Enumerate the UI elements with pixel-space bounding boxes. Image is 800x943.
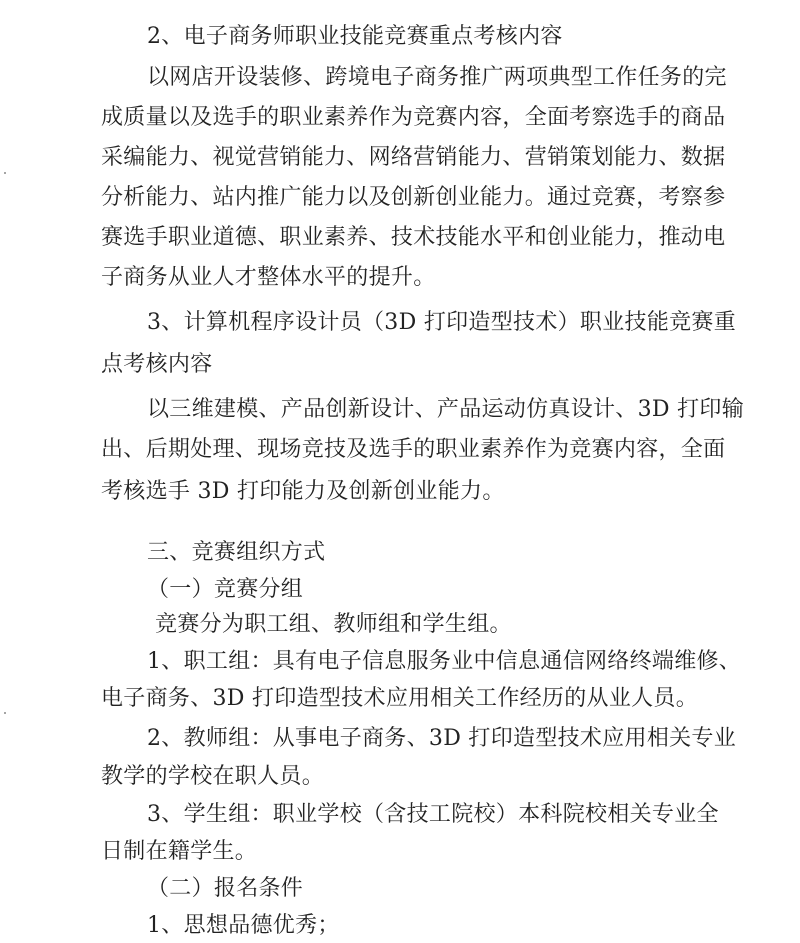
paragraph-line: 分析能力、站内推广能力以及创新创业能力。通过竞赛，考察参: [101, 185, 726, 210]
paragraph-line: 成质量以及选手的职业素养作为竞赛内容，全面考察选手的商品: [101, 105, 726, 130]
paragraph-line: 以网店开设装修、跨境电子商务推广两项典型工作任务的完: [147, 65, 727, 90]
paragraph-line: 日制在籍学生。: [101, 839, 258, 864]
paragraph-line: 竞赛分为职工组、教师组和学生组。: [155, 612, 512, 637]
paragraph-line: 考核选手 3D 打印能力及创新创业能力。: [101, 479, 505, 504]
section-heading-organization: 三、竞赛组织方式: [147, 540, 326, 565]
list-item-eligibility-1: 1、思想品德优秀；: [147, 913, 340, 938]
paragraph-line: 出、后期处理、现场竞技及选手的职业素养作为竞赛内容，全面: [101, 437, 726, 462]
subsection-heading-eligibility: （二）报名条件: [147, 876, 304, 901]
heading-3d-printing-assessment-cont: 点考核内容: [101, 352, 213, 377]
paragraph-line: 教学的学校在职人员。: [101, 764, 325, 789]
paragraph-line: 以三维建模、产品创新设计、产品运动仿真设计、3D 打印输: [147, 397, 745, 422]
paragraph-line: 电子商务、3D 打印造型技术应用相关工作经历的从业人员。: [101, 686, 699, 711]
list-item-staff-group: 1、职工组：具有电子信息服务业中信息通信网络终端维修、: [147, 649, 742, 674]
paragraph-line: 赛选手职业道德、职业素养、技术技能水平和创业能力，推动电: [101, 225, 726, 250]
paragraph-line: 子商务从业人才整体水平的提升。: [101, 265, 436, 290]
heading-3d-printing-assessment: 3、计算机程序设计员（3D 打印造型技术）职业技能竞赛重: [147, 310, 737, 335]
scan-speck: [4, 712, 6, 714]
subsection-heading-groups: （一）竞赛分组: [147, 577, 304, 602]
paragraph-line: 采编能力、视觉营销能力、网络营销能力、营销策划能力、数据: [101, 145, 726, 170]
list-item-student-group: 3、学生组：职业学校（含技工院校）本科院校相关专业全: [147, 802, 719, 827]
heading-ecommerce-assessment: 2、电子商务师职业技能竞赛重点考核内容: [147, 24, 563, 49]
list-item-teacher-group: 2、教师组：从事电子商务、3D 打印造型技术应用相关专业: [147, 726, 737, 751]
scan-speck: [4, 172, 6, 174]
